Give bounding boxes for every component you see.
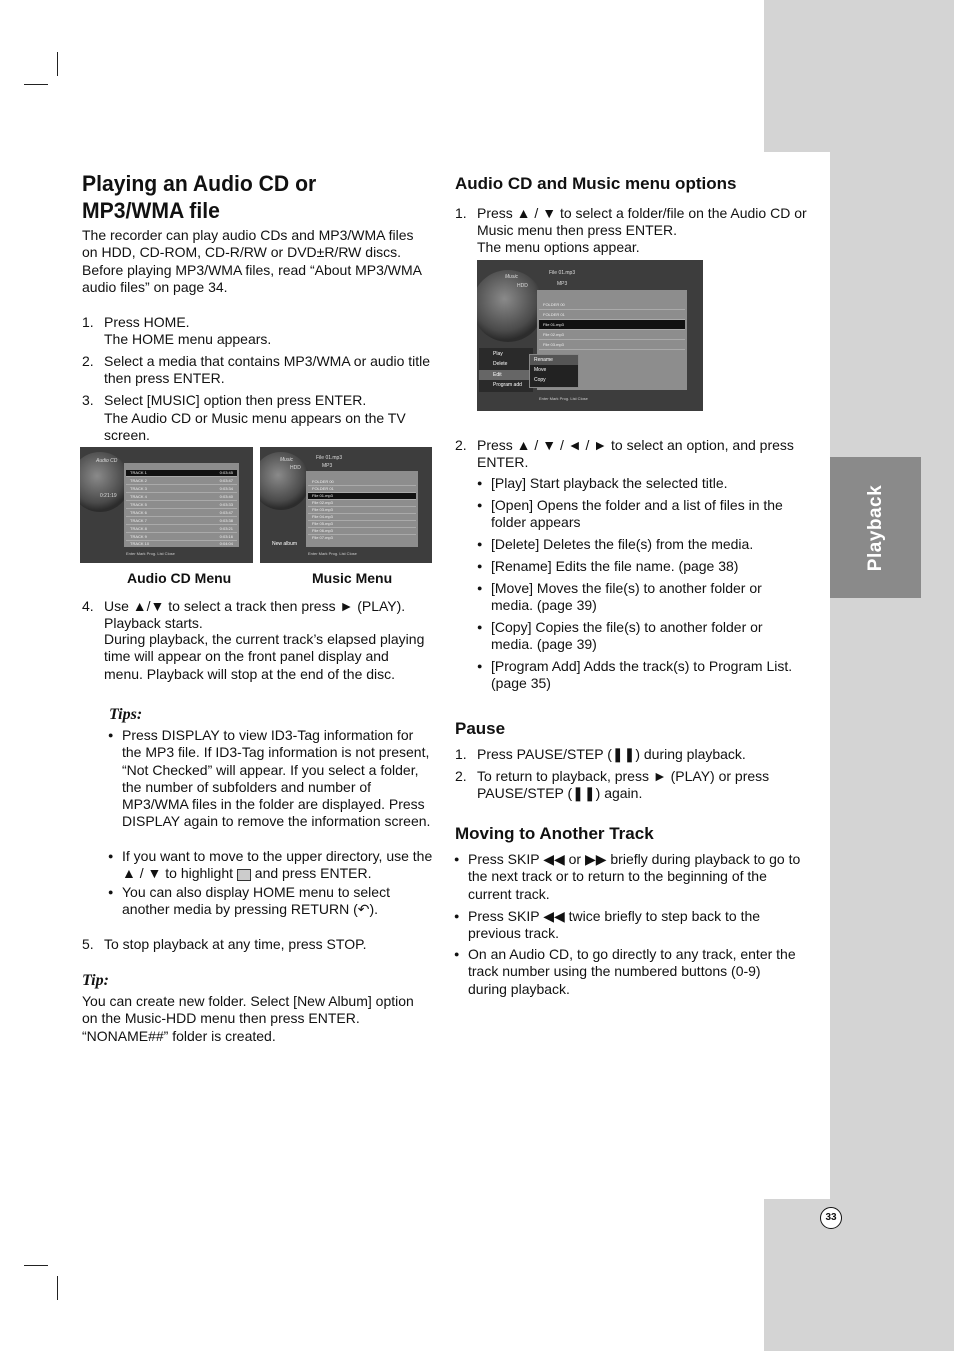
elapsed-counter: 0:21:19 (100, 493, 117, 499)
page-number: 33 (820, 1207, 842, 1229)
crop-mark (57, 52, 58, 76)
crop-mark (24, 1265, 48, 1266)
step-text: Use ▲/▼ to select a track then press ► (PLAY). Playback starts. (104, 598, 406, 632)
step-number: 1. (82, 314, 94, 330)
file-row[interactable]: File 01.mp3 (308, 493, 416, 500)
track-row[interactable]: TRACK 10 0:04:04 (130, 541, 233, 546)
file-row[interactable]: FOLDER 01 (539, 310, 685, 320)
screen-footer: Enter Mark Prog. List Close (126, 551, 175, 556)
disc-graphic (477, 270, 544, 342)
menu-delete[interactable]: Delete (493, 361, 508, 367)
track-list (124, 463, 239, 547)
step-text: Press ▲ / ▼ / ◄ / ► to select an option, and press ENTER. (477, 437, 794, 471)
section-heading: Audio CD and Music menu options (455, 174, 737, 193)
submenu-copy[interactable]: Copy (534, 377, 546, 383)
file-row[interactable]: File 03.mp3 (539, 340, 685, 350)
step-number: 3. (82, 392, 94, 408)
track-row[interactable]: TRACK 8 0:03:21 (126, 526, 237, 533)
menu-options-screenshot (477, 260, 703, 411)
track-tip-item: ● On an Audio CD, to go directly to any track, enter the track number using the numbered buttons (0-9) during playback. (468, 946, 803, 998)
music-menu-screenshot (260, 447, 432, 563)
step-subtext: The Audio CD or Music menu appears on the TV screen. (104, 410, 406, 444)
submenu-rename[interactable]: Rename (530, 355, 578, 365)
folder-path: MP3 (557, 281, 568, 287)
track-row[interactable]: TRACK 6 0:03:47 (126, 510, 237, 517)
media-source: HDD (517, 283, 528, 289)
file-row[interactable]: File 02.mp3 (539, 330, 685, 340)
step-number: 2. (82, 353, 94, 369)
audio-cd-logo: Audio CD (96, 458, 118, 464)
option-item: ● [Copy] Copies the file(s) to another folder or media. (page 39) (491, 619, 806, 654)
tip-heading: Tip: (82, 972, 109, 989)
option-item: ● [Move] Moves the file(s) to another folder or media. (page 39) (491, 580, 806, 615)
return-icon: ↶ (357, 901, 370, 918)
tip-item: ● Press DISPLAY to view ID3-Tag information for the MP3 file. If ID3-Tag information is not present, “Not Checked” will appear. If you select a folder, the number of subfolders and number of MP3/WMA files in the folder are displayed. Press DISPLAY again to remove the information screen. (122, 727, 434, 831)
screen-footer: Enter Mark Prog. List Close (539, 396, 588, 401)
option-item: ● [Program Add] Adds the track(s) to Program List. (page 35) (491, 658, 806, 693)
track-row[interactable]: TRACK 3 0:03:34 (126, 486, 237, 493)
file-row[interactable]: File 07.mp3 (312, 535, 333, 540)
step-text: To return to playback, press ► (PLAY) or press PAUSE/STEP (❚❚) again. (477, 768, 770, 802)
options-menu (479, 348, 533, 392)
menu-highlight (479, 370, 533, 380)
screen-footer: Enter Mark Prog. List Close (308, 551, 357, 556)
step-number: 1. (455, 746, 467, 762)
step-subtext: The HOME menu appears. (104, 331, 272, 347)
section-tab-label: Playback (864, 484, 886, 571)
file-row[interactable]: File 04.mp3 (308, 514, 416, 521)
step-text: Select [MUSIC] option then press ENTER. (104, 392, 367, 408)
file-row[interactable]: File 06.mp3 (308, 528, 416, 535)
file-list (306, 471, 418, 547)
step-number: 4. (82, 598, 94, 614)
step-number: 2. (455, 768, 467, 784)
file-row[interactable]: File 05.mp3 (308, 521, 416, 528)
track-tip-item: ● Press SKIP ◀◀ twice briefly to step back to the previous track. (468, 908, 803, 943)
page-title: Playing an Audio CD or MP3/WMA file (82, 171, 317, 223)
tip-text: You can create new folder. Select [New Album] option on the Music-HDD menu then press ENTER. “NONAME##” folder is created. (82, 993, 414, 1044)
file-row[interactable]: File 01.mp3 (539, 320, 685, 330)
tip-item: ● You can also display HOME menu to select another media by pressing RETURN (↶). (122, 884, 434, 919)
menu-edit[interactable]: Edit (493, 372, 502, 378)
step-text: Press ▲ / ▼ to select a folder/file on the Audio CD or Music menu then press ENTER. (477, 205, 807, 239)
audio-cd-menu-screenshot (80, 447, 253, 563)
section-heading: Moving to Another Track (455, 824, 654, 843)
file-row[interactable]: FOLDER 00 (308, 479, 416, 486)
track-row[interactable]: TRACK 5 0:03:33 (126, 502, 237, 509)
step-text: Select a media that contains MP3/WMA or audio title then press ENTER. (104, 353, 431, 387)
section-heading: Pause (455, 719, 506, 738)
edit-submenu (529, 354, 579, 388)
file-row[interactable]: File 02.mp3 (308, 500, 416, 507)
track-row[interactable]: TRACK 7 0:03:38 (126, 518, 237, 525)
submenu-move[interactable]: Move (534, 367, 547, 373)
music-logo: Music (280, 457, 294, 463)
new-album-option[interactable]: New album (272, 541, 298, 547)
section-tab (830, 457, 921, 598)
tips-heading: Tips: (109, 706, 143, 723)
file-row[interactable]: File 03.mp3 (308, 507, 416, 514)
sidebar-band (764, 1199, 954, 1351)
folder-up-icon (237, 869, 251, 881)
selected-file-header: File 01.mp3 (316, 455, 343, 461)
crop-mark (57, 1276, 58, 1300)
step-text: To stop playback at any time, press STOP. (104, 936, 367, 952)
track-row[interactable]: TRACK 4 0:03:40 (126, 494, 237, 501)
media-source: HDD (290, 465, 301, 471)
step-number: 5. (82, 936, 94, 952)
step-text: Press PAUSE/STEP (❚❚) during playback. (477, 746, 746, 762)
option-item: ● [Open] Opens the folder and a list of files in the folder appears (491, 497, 806, 532)
music-logo: Music (505, 274, 519, 280)
step-number: 2. (455, 437, 467, 453)
option-item: ● [Play] Start playback the selected title. (491, 475, 806, 492)
screenshot-caption: Audio CD Menu (127, 570, 232, 586)
menu-program-add[interactable]: Program add (493, 382, 522, 388)
selected-file-header: File 01.mp3 (549, 270, 576, 276)
file-row[interactable]: FOLDER 01 (308, 486, 416, 493)
track-tip-item: ● Press SKIP ◀◀ or ▶▶ briefly during playback to go to the next track or to return to the beginning of the current track. (468, 851, 803, 903)
track-row[interactable]: TRACK 1 0:03:45 (126, 470, 237, 477)
option-item: ● [Rename] Edits the file name. (page 38) (491, 558, 806, 575)
sidebar-band (764, 0, 954, 152)
step-subtext: The menu options appear. (477, 239, 640, 255)
track-row[interactable]: TRACK 9 0:03:16 (126, 534, 237, 541)
screenshot-caption: Music Menu (312, 570, 393, 586)
crop-mark (24, 84, 48, 85)
step-subtext: During playback, the current track’s elapsed playing time will appear on the front panel display and menu. Playback will stop at the end of the disc. (104, 631, 425, 682)
track-row[interactable]: TRACK 2 0:03:47 (126, 478, 237, 485)
option-item: ● [Delete] Deletes the file(s) from the media. (491, 536, 806, 553)
tip-item: ● If you want to move to the upper directory, use the ▲ / ▼ to highlight and press ENTER. (122, 848, 434, 883)
folder-path: MP3 (322, 463, 333, 469)
step-text: Press HOME. (104, 314, 190, 330)
sidebar-band (830, 152, 954, 1199)
file-row[interactable]: FOLDER 00 (539, 300, 685, 310)
step-number: 1. (455, 205, 467, 221)
intro-paragraph: The recorder can play audio CDs and MP3/WMA files on HDD, CD-ROM, CD-R/RW or DVD±R/RW discs. Before playing MP3/WMA files, read “About MP3/WMA audio files” on page 34. (82, 227, 422, 295)
menu-play[interactable]: Play (493, 351, 503, 357)
